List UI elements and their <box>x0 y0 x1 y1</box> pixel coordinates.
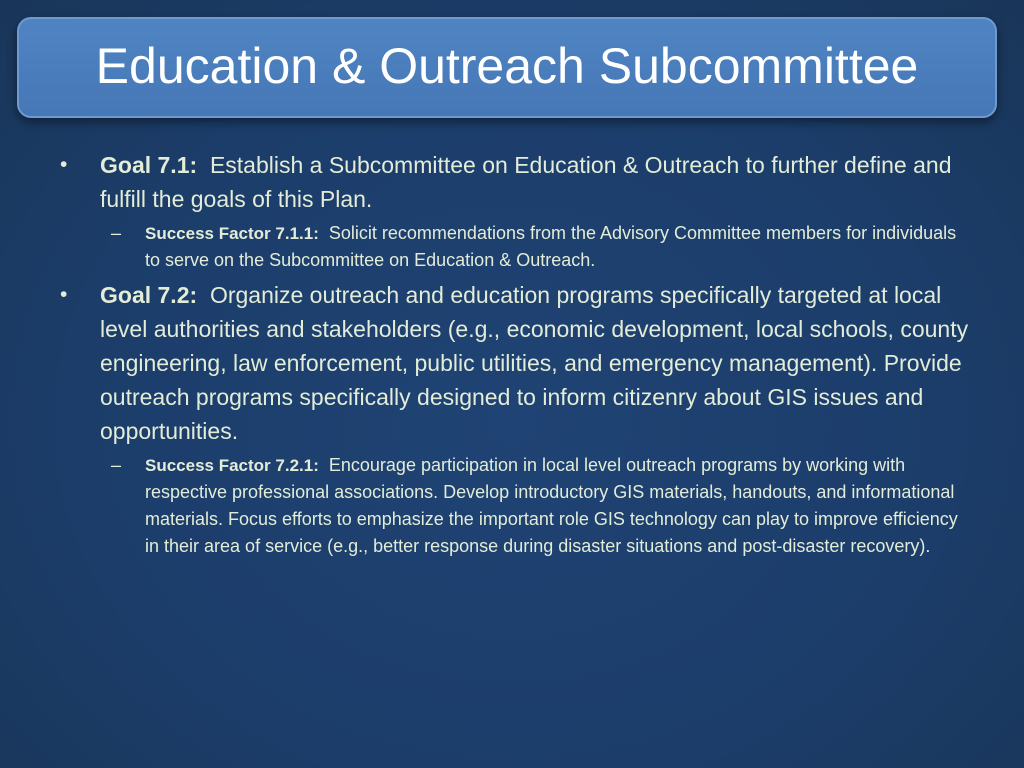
success-factor-label: Success Factor 7.1.1: <box>145 224 319 243</box>
success-factor-text: Solicit recommendations from the Advisory Committee members for individuals to serve on the Subcommittee on Education & Outreach. <box>145 223 957 270</box>
goal-text: Establish a Subcommittee on Education & Outreach to further define and fulfill the goals of this Plan. <box>100 152 952 212</box>
bullet-icon: • <box>60 153 68 176</box>
slide-title: Education & Outreach Subcommittee <box>95 37 919 94</box>
success-factor-7-2-1 <box>60 452 970 560</box>
bullet-icon: • <box>60 283 68 306</box>
goal-7-1 <box>60 148 970 216</box>
success-factor-text: Encourage participation in local level outreach programs by working with respective professional associations. Develop introductory GIS materials, handouts, and informational materials. Focus efforts to emphasize the important role GIS technology can play to improve efficiency in their area of service (e.g., better response during disaster situations and post-disaster recovery). <box>145 455 958 556</box>
goal-text: Organize outreach and education programs specifically targeted at local level authorities and stakeholders (e.g., economic development, local schools, county engineering, law enforcement, public utilities, and emergency management). Provide outreach programs specifically designed to inform citizenry about GIS issues and opportunities. <box>100 282 969 444</box>
success-factor-7-1-1 <box>60 220 970 274</box>
slide-content <box>60 148 970 564</box>
goal-label: Goal 7.2: <box>100 282 198 308</box>
goal-label: Goal 7.1: <box>100 152 198 178</box>
title-box <box>17 17 997 118</box>
dash-icon: – <box>111 223 122 243</box>
success-factor-label: Success Factor 7.2.1: <box>145 456 319 475</box>
dash-icon: – <box>111 455 122 475</box>
goal-7-2 <box>60 278 970 448</box>
